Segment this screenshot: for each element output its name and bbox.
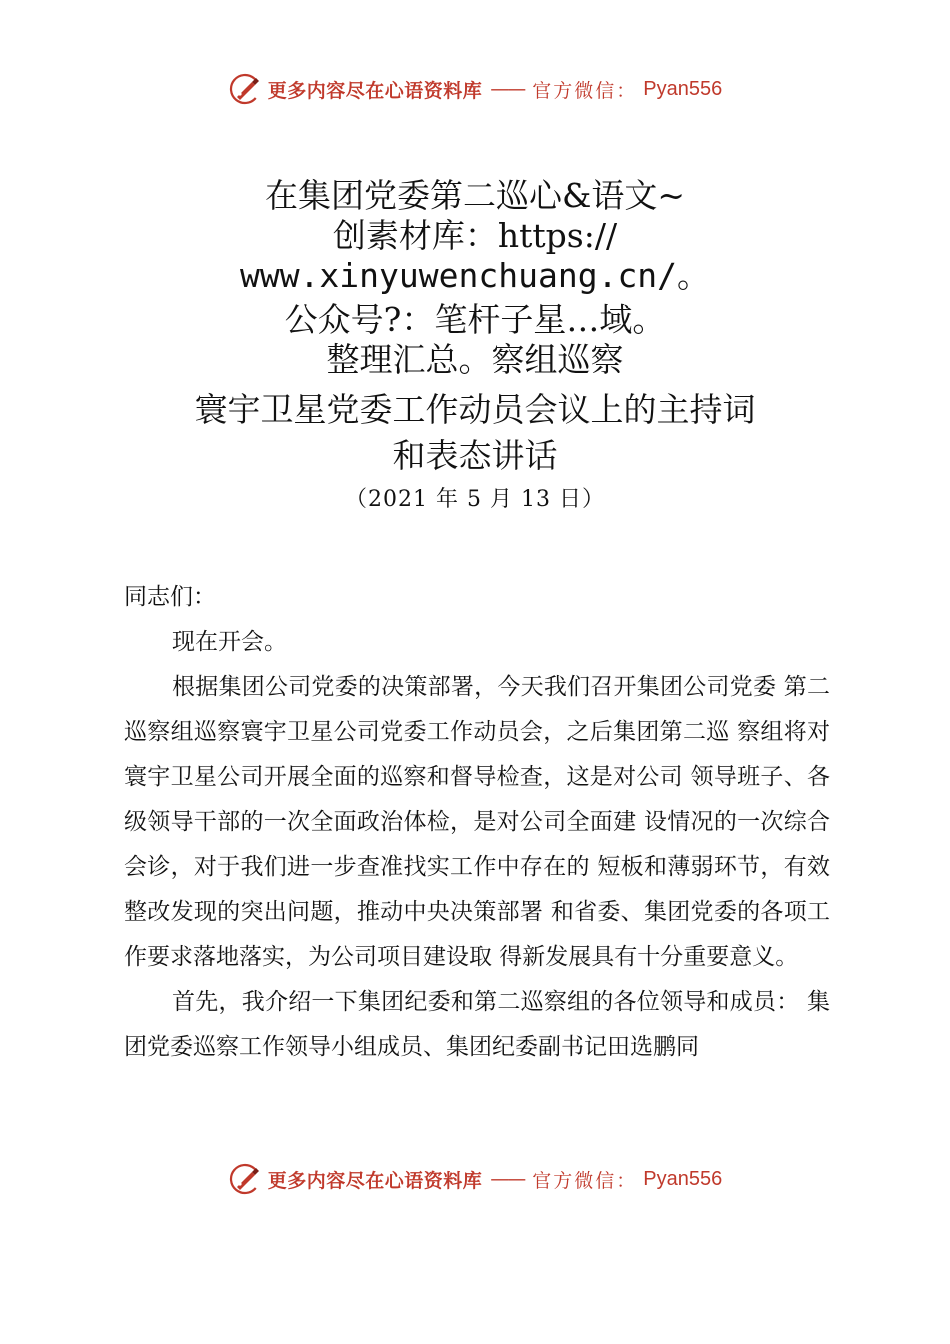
paragraph-2: 根据集团公司党委的决策部署，今天我们召开集团公司党委 第二巡察组巡察寰宇卫星公司党委工作动员会，之后集团第二巡 察组将对寰宇卫星公司开展全面的巡察和督导检查，这是对公司 领导班子、各级领导干部的一次全面政治体检，是对公司全面建 设情况的一次综合会诊，对于我们进一步查准找实工作中存在的 短板和薄弱环节，有效整改发现的突出问题，推动中央决策部署 和省委、集团党委的各项工作要求落地落实，为公司项目建设取 得新发展具有十分重要意义。 [124,674,830,970]
footer-banner [0,1162,950,1196]
paragraph-3: 首先，我介绍一下集团纪委和第二巡察组的各位领导和成员： 集团党委巡察工作领导小组成员、集团纪委副书记田选鹏同 [124,989,830,1060]
wechat-id: Pyan556 [643,77,723,100]
header-banner [0,72,950,106]
pen-nib-logo-icon [228,72,262,106]
document-date: （2021 年 5 月 13 日） [345,487,605,512]
title-line-4: 公众号?：笔杆子星…域。 [284,300,666,339]
banner-separator: —— [490,78,525,100]
pen-nib-logo-icon [228,1162,262,1196]
document-body [124,575,830,1070]
title-line-1: 在集团党委第二巡心&语文~ [264,176,686,215]
wechat-label: 官方微信： [532,79,638,102]
title-line-3: www.xinyuwenchuang.cn/。 [239,256,711,295]
title-line-5: 整理汇总。察组巡察 [326,340,624,379]
title-line-2: 创素材库：https:// [332,216,618,255]
document-title [100,176,850,518]
banner-separator: —— [490,1168,525,1190]
brand-text: 更多内容尽在心语资料库 [267,1169,483,1192]
wechat-label: 官方微信： [532,1169,638,1192]
brand-text: 更多内容尽在心语资料库 [267,79,483,102]
wechat-id: Pyan556 [643,1167,723,1190]
salutation: 同志们： [124,584,216,610]
paragraph-1: 现在开会。 [172,629,287,655]
title-line-7: 和表态讲话 [392,436,558,475]
title-line-6: 寰宇卫星党委工作动员会议上的主持词 [194,390,756,429]
